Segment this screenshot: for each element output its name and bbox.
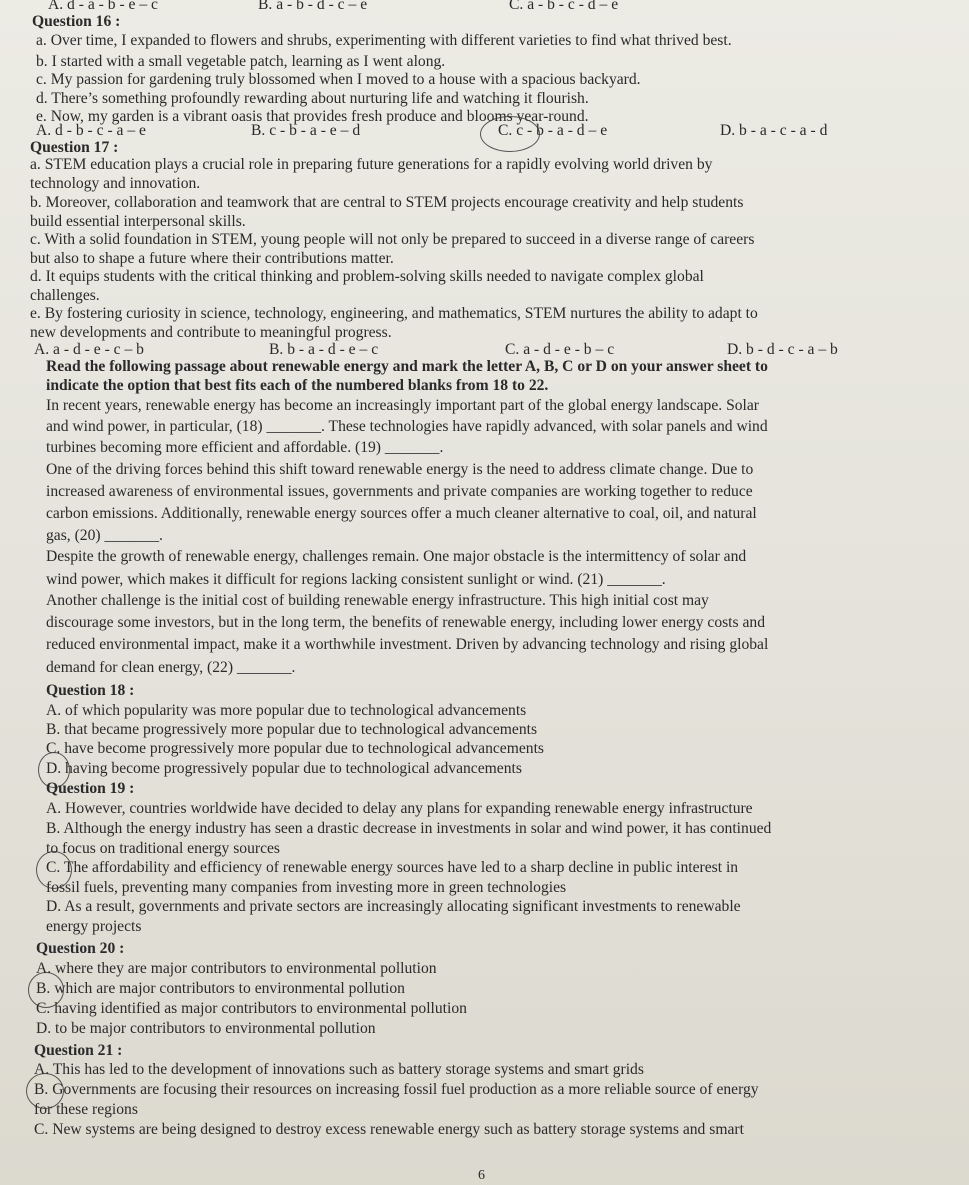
q20-option-a: A. where they are major contributors to environmental pollution [36,960,437,977]
passage-line: reduced environmental impact, make it a worthwhile investment. Driven by advancing technology and rising global [46,636,769,653]
q16-option-a: A. d - b - c - a – e [36,122,146,139]
q17-option-b: B. b - a - d - e – c [269,341,379,358]
q19-line: A. However, countries worldwide have decided to delay any plans for expanding renewable energy infrastructure [46,800,753,817]
q19-line: D. As a result, governments and private sectors are increasingly allocating significant investments to renewable [46,898,741,915]
q18-option-a: A. of which popularity was more popular due to technological advancements [46,702,527,719]
q21-line: for these regions [34,1101,138,1118]
passage-line: carbon emissions. Additionally, renewable energy sources offer a much cleaner alternative to coal, oil, and natural [46,505,757,522]
passage-line: increased awareness of environmental issues, governments and private companies are working together to reduce [46,483,753,500]
passage-line: Another challenge is the initial cost of building renewable energy infrastructure. This high initial cost may [46,592,709,609]
passage-line: wind power, which makes it difficult for regions lacking consistent sunlight or wind. (21) _______. [46,571,666,588]
q19-title: Question 19 : [46,780,135,797]
q19-line: B. Although the energy industry has seen a drastic decrease in investments in solar and wind power, it has continued [46,820,772,837]
passage-line: One of the driving forces behind this shift toward renewable energy is the need to address climate change. Due to [46,461,754,478]
q18-option-d: D. having become progressively popular due to technological advancements [46,760,522,777]
q18-option-c: C. have become progressively more popular due to technological advancements [46,740,544,757]
answer-circle-mark [480,116,540,152]
q19-line: C. The affordability and efficiency of renewable energy sources have led to a sharp decline in public interest in [46,859,739,876]
q17-line: c. With a solid foundation in STEM, young people will not only be prepared to succeed in a diverse range of careers [30,231,755,248]
q21-line: C. New systems are being designed to destroy excess renewable energy such as battery storage systems and smart [34,1121,744,1138]
q19-line: energy projects [46,918,142,935]
passage-line: demand for clean energy, (22) _______. [46,659,296,676]
page-number: 6 [478,1168,485,1183]
q15-option-a: A. d - a - b - e – c [48,0,158,13]
q17-line: d. It equips students with the critical thinking and problem-solving skills needed to navigate complex global [30,268,704,285]
q17-line: e. By fostering curiosity in science, technology, engineering, and mathematics, STEM nurtures the ability to adapt to [30,305,758,322]
q17-line: technology and innovation. [30,175,201,192]
q20-option-b: B. which are major contributors to environmental pollution [36,980,405,997]
q16-option-d: D. b - a - c - a - d [720,122,828,139]
q17-line: challenges. [30,287,100,304]
answer-circle-mark [28,972,64,1008]
q19-line: to focus on traditional energy sources [46,840,280,857]
answer-circle-mark [36,851,72,889]
q20-option-d: D. to be major contributors to environmental pollution [36,1020,376,1037]
q21-line: A. This has led to the development of innovations such as battery storage systems and smart grids [34,1061,644,1078]
q18-title: Question 18 : [46,682,135,699]
q16-item-a: a. Over time, I expanded to flowers and shrubs, experimenting with different varieties to find what thrived best. [36,32,732,49]
instruction-line: Read the following passage about renewable energy and mark the letter A, B, C or D on your answer sheet to [46,358,768,375]
q17-line: build essential interpersonal skills. [30,213,246,230]
q16-option-b: B. c - b - a - e – d [251,122,361,139]
q16-item-b: b. I started with a small vegetable patch, learning as I went along. [36,53,446,70]
q17-option-c: C. a - d - e - b – c [505,341,615,358]
q17-line: a. STEM education plays a crucial role in preparing future generations for a rapidly evolving world driven by [30,156,713,173]
q17-line: but also to shape a future where their contributions matter. [30,250,394,267]
q20-option-c: C. having identified as major contributors to environmental pollution [36,1000,467,1017]
q16-item-c: c. My passion for gardening truly blossomed when I moved to a house with a spacious backyard. [36,71,641,88]
q16-item-d: d. There’s something profoundly rewarding about nurturing life and watching it flourish. [36,90,589,107]
passage-line: turbines becoming more efficient and affordable. (19) _______. [46,439,444,456]
q20-title: Question 20 : [36,940,125,957]
passage-line: and wind power, in particular, (18) _______. These technologies have rapidly advanced, with solar panels and wind [46,418,768,435]
q19-line: fossil fuels, preventing many companies from investing more in green technologies [46,879,567,896]
q17-option-a: A. a - d - e - c – b [34,341,144,358]
q17-option-d: D. b - d - c - a – b [727,341,838,358]
answer-circle-mark [26,1073,64,1109]
q21-title: Question 21 : [34,1042,123,1059]
passage-line: In recent years, renewable energy has become an increasingly important part of the global energy landscape. Solar [46,397,759,414]
q16-title: Question 16 : [32,13,121,30]
q17-line: new developments and contribute to meaningful progress. [30,324,392,341]
instruction-line: indicate the option that best fits each of the numbered blanks from 18 to 22. [46,377,549,394]
q21-line: B. Governments are focusing their resources on increasing fossil fuel production as a more reliable source of energy [34,1081,759,1098]
q18-option-b: B. that became progressively more popular due to technological advancements [46,721,538,738]
passage-line: Despite the growth of renewable energy, challenges remain. One major obstacle is the intermittency of solar and [46,548,747,565]
passage-line: gas, (20) _______. [46,527,163,544]
q16-option-c: C. c - b - a - d – e [498,122,608,139]
q16-item-e: e. Now, my garden is a vibrant oasis that provides fresh produce and blooms year-round. [36,108,589,125]
q15-option-b: B. a - b - d - c – e [258,0,368,13]
passage-line: discourage some investors, but in the long term, the benefits of renewable energy, including lower energy costs and [46,614,765,631]
q17-title: Question 17 : [30,139,119,156]
q17-line: b. Moreover, collaboration and teamwork that are central to STEM projects encourage creativity and help students [30,194,744,211]
q15-option-c: C. a - b - c - d – e [509,0,619,13]
